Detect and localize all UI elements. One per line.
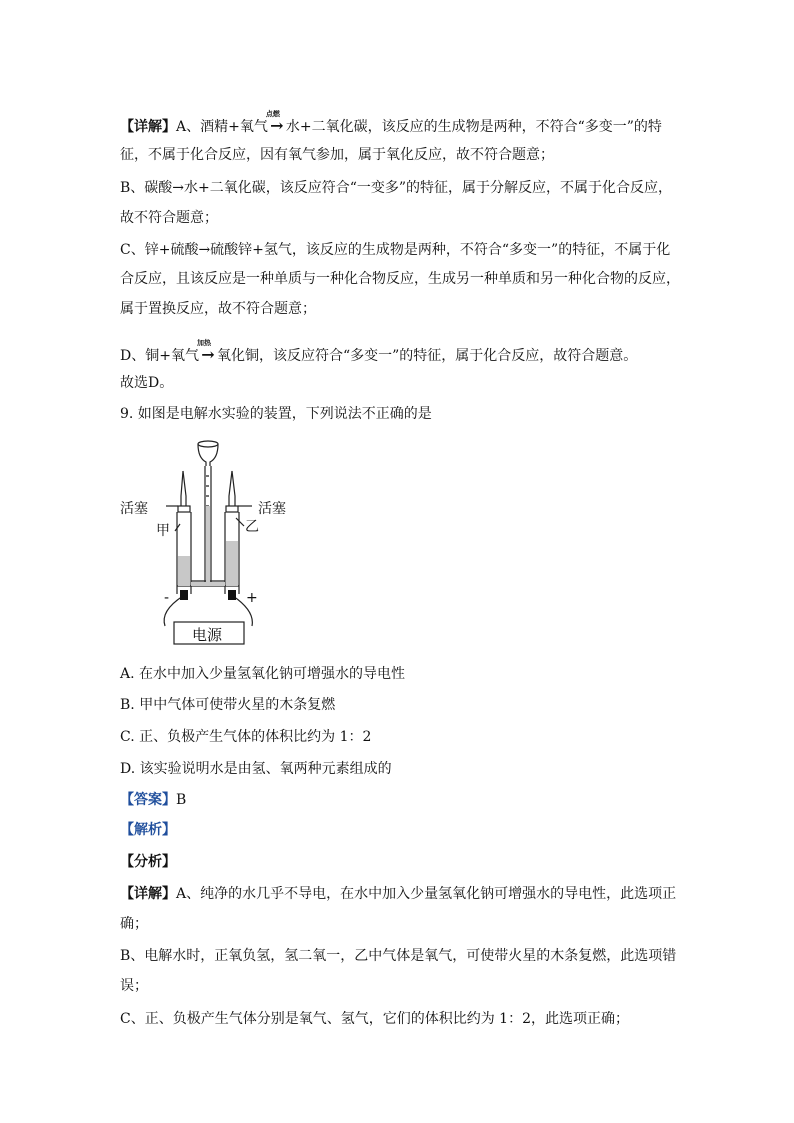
detail-line-c3: 属于置换反应，故不符合题意； [120, 301, 316, 317]
option-a-suffix: 水+二氧化碳，该反应的生成物是两种，不符合“多变一”的特 [285, 119, 662, 135]
arrow-condition-label: 点燃 [265, 109, 280, 118]
detail-conclusion: 故选D。 [120, 375, 174, 391]
left-tube-label: 甲 [156, 523, 170, 539]
detail-line-a2: 征，不属于化合反应，因有氧气参加，属于氧化反应，故不符合题意； [120, 147, 554, 163]
left-tube-tip [181, 471, 183, 506]
analysis-tag: 【解析】 [120, 822, 176, 838]
answer-line [120, 790, 186, 810]
explanation-c1: C、正、负极产生气体分别是氧气、氢气，它们的体积比约为 1：2，此选项正确； [120, 1011, 629, 1027]
answer-tag: 【答案】 [120, 792, 176, 808]
reaction-arrow [265, 109, 286, 137]
explanation-a1 [120, 884, 676, 904]
electrolysis-diagram [120, 436, 310, 651]
explanation-a2: 确； [120, 916, 148, 932]
option-c: C. 正、负极产生气体的体积比约为 1：2 [120, 729, 372, 745]
arrow-icon: → [201, 345, 215, 364]
detail-tag: 【详解】 [120, 119, 176, 135]
option-a-prefix: A、酒精+氧气 [176, 119, 268, 135]
answer-value: B [176, 792, 187, 808]
option-d: D. 该实验说明水是由氢、氧两种元素组成的 [120, 761, 392, 777]
option-d-suffix: 氧化铜，该反应符合“多变一”的特征，属于化合反应，故符合题意。 [216, 348, 638, 364]
detail-line-b1: B、碳酸→水+二氧化碳，该反应符合“一变多”的特征，属于分解反应，不属于化合反应， [120, 180, 673, 196]
right-tube-label: 乙 [245, 519, 259, 535]
reservoir-top [198, 441, 218, 447]
positive-sign: + [246, 590, 258, 606]
explanation-b2: 误； [120, 978, 148, 994]
detail-line-b2: 故不符合题意； [120, 210, 218, 226]
positive-electrode [228, 590, 236, 600]
water-fill [178, 506, 238, 586]
negative-sign: - [164, 590, 170, 606]
option-a: A. 在水中加入少量氢氧化钠可增强水的导电性 [120, 666, 406, 682]
left-valve-label: 活塞 [120, 501, 148, 517]
right-valve-label: 活塞 [258, 501, 286, 517]
fenxi-tag: 【分析】 [120, 854, 176, 870]
detail-line-a1 [120, 109, 662, 137]
reaction-arrow [196, 338, 217, 366]
detail-line-c1: C、锌+硫酸→硫酸锌+氢气，该反应的生成物是两种，不符合“多变一”的特征，不属于化 [120, 242, 671, 258]
question-9-stem: 9. 如图是电解水实验的装置，下列说法不正确的是 [120, 406, 432, 422]
detail-tag: 【详解】 [120, 886, 176, 902]
arrow-icon: → [270, 116, 284, 135]
option-d-prefix: D、铜+氧气 [120, 348, 199, 364]
power-label: 电源 [192, 626, 223, 644]
detail-line-c2: 合反应，且该反应是一种单质与一种化合物反应，生成另一种单质和另一种化合物的反应， [120, 271, 680, 287]
arrow-condition-label: 加热 [196, 338, 211, 347]
explanation-b1: B、电解水时，正氧负氢，氢二氧一，乙中气体是氧气，可使带火星的木条复燃，此选项错 [120, 948, 677, 964]
detail-line-d [120, 338, 638, 366]
option-b: B. 甲中气体可使带火星的木条复燃 [120, 697, 336, 713]
explanation-a1-text: A、纯净的水几乎不导电，在水中加入少量氢氧化钠可增强水的导电性，此选项正 [176, 886, 677, 902]
negative-electrode [180, 590, 188, 600]
electrolysis-apparatus-figure [120, 436, 310, 651]
